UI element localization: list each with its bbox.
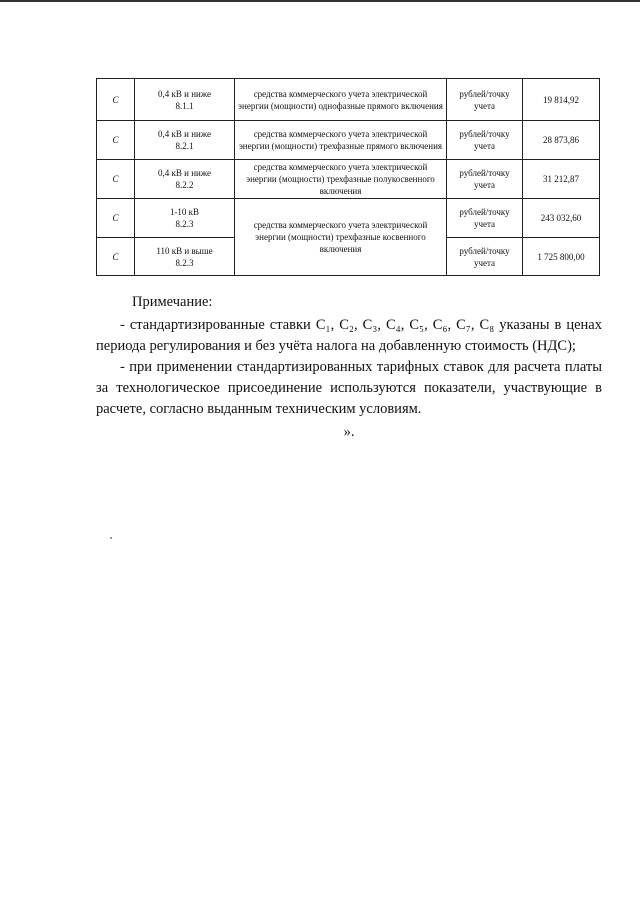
- rate-symbol: C: [97, 199, 135, 238]
- rate-value: 1 725 800,00: [523, 238, 600, 276]
- unit-cell: [447, 238, 523, 276]
- equipment-description: [235, 121, 447, 160]
- unit-cell: [447, 199, 523, 238]
- table-row: [97, 79, 600, 121]
- rate-value: 243 032,60: [523, 199, 600, 238]
- voltage-cell: [135, 199, 235, 238]
- rate-symbol: C: [97, 79, 135, 121]
- tariff-table: [96, 78, 600, 276]
- voltage-cell: [135, 160, 235, 199]
- voltage-cell: [135, 238, 235, 276]
- item-code: 8.2.2: [175, 180, 194, 190]
- item-code: 8.1.1: [175, 100, 194, 111]
- item-code: 8.2.3: [175, 219, 194, 229]
- unit-text: рублей/точку учета: [459, 88, 510, 111]
- equipment-text: средства коммерческого учета электрической энергии (мощности) трехфазные косвенного включения: [253, 220, 428, 254]
- unit-text: рублей/точку учета: [459, 168, 510, 190]
- rate-value: 28 873,86: [523, 121, 600, 160]
- scan-speck: [110, 537, 112, 539]
- rate-symbol: C: [97, 121, 135, 160]
- page-top-border: [0, 0, 640, 2]
- rate-value: 31 212,87: [523, 160, 600, 199]
- unit-text: рублей/точку учета: [459, 207, 510, 229]
- equipment-description: [235, 79, 447, 121]
- equipment-description: [235, 199, 447, 276]
- note-item-application: - при применении стандартизированных тарифных ставок для расчета платы за технологическое присоединение используются показатели, участвующие в расчете, согласно выданным техническим условиям.: [96, 359, 602, 417]
- voltage-level: 1-10 кВ: [169, 207, 200, 217]
- voltage-level: 0,4 кВ и ниже: [158, 129, 211, 139]
- voltage-level: 0,4 кВ и ниже: [158, 168, 211, 178]
- rate-symbol: C: [97, 238, 135, 276]
- unit-cell: [447, 160, 523, 199]
- equipment-text: средства коммерческого учета электрической энергии (мощности) трехфазные прямого включения: [238, 129, 443, 151]
- table-row: [97, 160, 600, 199]
- equipment-text: средства коммерческого учета электрической энергии (мощности) однофазные прямого включения: [238, 88, 443, 111]
- rate-symbol: C: [97, 160, 135, 199]
- unit-text: рублей/точку учета: [459, 245, 510, 268]
- item-code: 8.2.1: [175, 141, 194, 151]
- table-row: [97, 121, 600, 160]
- equipment-description: [235, 160, 447, 199]
- note-title: Примечание:: [132, 294, 213, 310]
- unit-text: рублей/точку учета: [459, 129, 510, 151]
- rate-value: 19 814,92: [523, 79, 600, 121]
- equipment-text: средства коммерческого учета электрической энергии (мощности) трехфазные полукосвенного включения: [246, 162, 435, 196]
- unit-cell: [447, 79, 523, 121]
- voltage-level: 110 кВ и выше: [156, 245, 213, 256]
- item-code: 8.2.3: [175, 257, 194, 268]
- unit-cell: [447, 121, 523, 160]
- voltage-level: 0,4 кВ и ниже: [158, 88, 211, 99]
- voltage-cell: [135, 121, 235, 160]
- closing-quote: ».: [343, 424, 355, 440]
- note-section: [96, 292, 602, 443]
- voltage-cell: [135, 79, 235, 121]
- table-row: [97, 199, 600, 238]
- note-item-rates: - стандартизированные ставки C₁, C₂, C₃, C₄, C₅, C₆, C₇, C₈ указаны в ценах периода регулирования и без учёта налога на добавленную стоимость (НДС);: [96, 317, 602, 354]
